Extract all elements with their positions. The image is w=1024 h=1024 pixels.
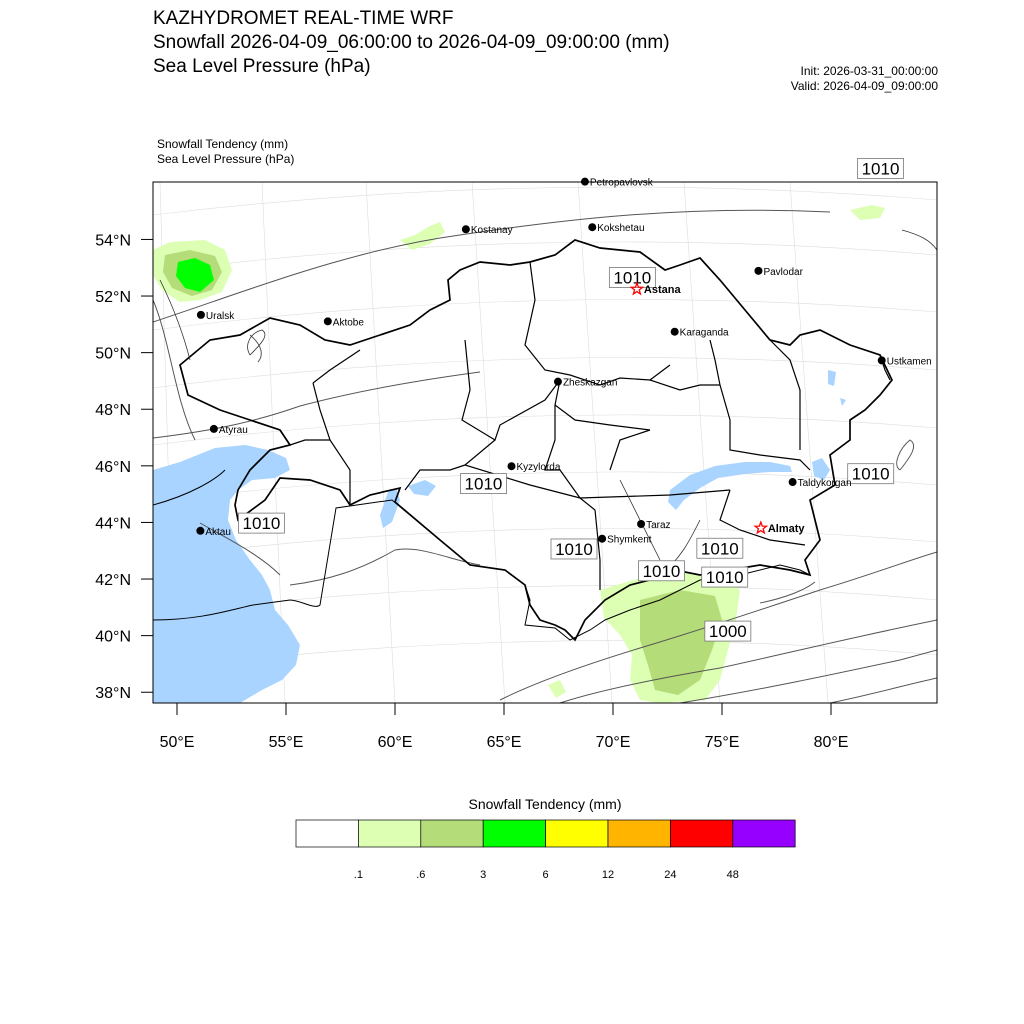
legend-level-label: 48 bbox=[726, 869, 739, 881]
lat-tick-label: 46°N bbox=[95, 458, 131, 476]
legend-level-label: 3 bbox=[480, 869, 487, 881]
lon-tick-label: 55°E bbox=[268, 734, 304, 751]
isobar-label bbox=[238, 513, 284, 533]
city-karaganda bbox=[671, 328, 729, 339]
field-label-snowfall: Snowfall Tendency (mm) bbox=[157, 137, 289, 151]
city-petropavlovsk bbox=[581, 178, 654, 189]
kazakhstan-border bbox=[180, 240, 892, 640]
isobar-label bbox=[460, 474, 506, 494]
aral-sea bbox=[380, 480, 436, 528]
city-kostanay bbox=[462, 225, 513, 236]
city-dot-icon bbox=[754, 267, 762, 275]
legend-level-label: 24 bbox=[664, 869, 677, 881]
isobar-label bbox=[638, 561, 684, 581]
city-label: Kyzylorda bbox=[516, 462, 561, 474]
city-kokshetau bbox=[588, 223, 644, 234]
map-area bbox=[153, 182, 937, 703]
legend-color-box bbox=[670, 820, 732, 847]
city-label: Aktobe bbox=[332, 317, 364, 329]
city-ustkamen bbox=[878, 356, 932, 367]
svg-text:1010: 1010 bbox=[555, 539, 593, 559]
city-label: Atyrau bbox=[218, 424, 248, 436]
legend-color-box bbox=[608, 820, 670, 847]
lon-tick-label: 75°E bbox=[704, 734, 740, 751]
city-zheskazgan bbox=[554, 378, 617, 389]
city-dot-icon bbox=[598, 535, 606, 543]
lat-tick-label: 40°N bbox=[95, 628, 131, 646]
city-label: Taraz bbox=[646, 520, 671, 532]
city-label: Ustkamen bbox=[886, 356, 932, 368]
city-almaty bbox=[755, 522, 805, 535]
svg-text:1010: 1010 bbox=[642, 561, 681, 581]
city-label: Kostanay bbox=[470, 225, 513, 237]
isobar-label bbox=[848, 464, 894, 484]
svg-text:1010: 1010 bbox=[861, 159, 900, 179]
legend-color-box bbox=[483, 820, 545, 847]
title-line-1: KAZHYDROMET REAL-TIME WRF bbox=[153, 8, 454, 29]
isobar-label bbox=[705, 621, 751, 641]
legend-color-box bbox=[421, 820, 483, 847]
city-label: Kokshetau bbox=[597, 223, 645, 235]
city-shymkent bbox=[598, 535, 652, 546]
legend-color-box bbox=[546, 820, 608, 847]
city-dot-icon bbox=[196, 527, 204, 535]
city-dot-icon bbox=[637, 520, 645, 528]
init-time: Init: 2026-03-31_00:00:00 bbox=[800, 64, 938, 78]
caspian-sea bbox=[153, 445, 300, 703]
lat-tick-label: 54°N bbox=[95, 232, 131, 250]
legend-color-box bbox=[296, 820, 358, 847]
lake-balkhash bbox=[668, 462, 792, 510]
city-taldykorgan bbox=[789, 478, 852, 489]
city-dot-icon bbox=[324, 317, 332, 325]
lat-tick-label: 44°N bbox=[95, 515, 131, 533]
svg-text:1010: 1010 bbox=[705, 568, 744, 588]
title-line-2: Snowfall 2026-04-09_06:00:00 to 2026-04-09_09:00:00 (mm) bbox=[153, 32, 670, 53]
city-label: Almaty bbox=[767, 523, 805, 536]
lat-tick-label: 42°N bbox=[95, 572, 131, 590]
legend-title: Snowfall Tendency (mm) bbox=[468, 796, 622, 812]
svg-text:1000: 1000 bbox=[708, 622, 747, 642]
lat-tick-label: 48°N bbox=[95, 402, 131, 420]
city-dot-icon bbox=[554, 378, 562, 386]
legend-level-label: .1 bbox=[353, 869, 363, 881]
legend-colorbar bbox=[296, 820, 795, 881]
city-label: Aktau bbox=[205, 526, 231, 538]
lat-tick-label: 52°N bbox=[95, 289, 131, 307]
svg-text:1010: 1010 bbox=[851, 464, 890, 484]
map-overlays bbox=[196, 158, 931, 641]
lon-tick-label: 60°E bbox=[377, 734, 413, 751]
city-label: Taldykorgan bbox=[797, 478, 852, 490]
isobar-label bbox=[702, 567, 748, 587]
isobar-label bbox=[858, 158, 904, 178]
city-uralsk bbox=[197, 311, 235, 322]
lat-tick-label: 38°N bbox=[95, 685, 131, 703]
svg-text:1010: 1010 bbox=[464, 474, 503, 494]
field-label-pressure: Sea Level Pressure (hPa) bbox=[157, 152, 295, 166]
lat-tick-label: 50°N bbox=[95, 345, 131, 363]
city-label: Astana bbox=[643, 284, 681, 297]
city-dot-icon bbox=[671, 328, 679, 336]
city-atyrau bbox=[210, 425, 248, 436]
lon-tick-label: 50°E bbox=[159, 734, 195, 751]
legend-color-box bbox=[358, 820, 420, 847]
lon-tick-label: 70°E bbox=[595, 734, 631, 751]
city-dot-icon bbox=[508, 462, 516, 470]
city-dot-icon bbox=[210, 425, 218, 433]
lon-tick-label: 65°E bbox=[486, 734, 522, 751]
svg-text:1010: 1010 bbox=[242, 514, 281, 534]
city-dot-icon bbox=[588, 223, 596, 231]
legend-level-label: 12 bbox=[601, 869, 615, 881]
city-dot-icon bbox=[789, 478, 797, 486]
city-label: Uralsk bbox=[205, 310, 235, 322]
svg-text:1010: 1010 bbox=[700, 539, 739, 559]
city-dot-icon bbox=[878, 356, 886, 364]
city-kyzylorda bbox=[508, 462, 561, 473]
lake-zaysan bbox=[828, 370, 846, 406]
legend-level-label: 6 bbox=[542, 869, 549, 881]
city-pavlodar bbox=[754, 267, 803, 278]
legend-level-label: .6 bbox=[416, 869, 426, 881]
lon-tick-label: 80°E bbox=[813, 734, 849, 751]
svg-text:1010: 1010 bbox=[613, 268, 652, 288]
city-label: Petropavlovsk bbox=[589, 177, 653, 189]
city-label: Zheskazgan bbox=[562, 377, 618, 389]
isobar-label bbox=[551, 539, 597, 559]
city-label: Shymkent bbox=[607, 534, 652, 546]
water-bodies bbox=[153, 370, 846, 703]
city-aktobe bbox=[324, 317, 365, 328]
legend-color-box bbox=[733, 820, 795, 847]
title-line-3: Sea Level Pressure (hPa) bbox=[153, 56, 371, 77]
city-taraz bbox=[637, 520, 670, 531]
city-dot-icon bbox=[197, 311, 205, 319]
city-label: Pavlodar bbox=[763, 266, 803, 278]
valid-time: Valid: 2026-04-09_09:00:00 bbox=[790, 79, 938, 93]
city-label: Karaganda bbox=[679, 327, 729, 339]
city-dot-icon bbox=[462, 225, 470, 233]
isobar-label bbox=[697, 538, 743, 558]
